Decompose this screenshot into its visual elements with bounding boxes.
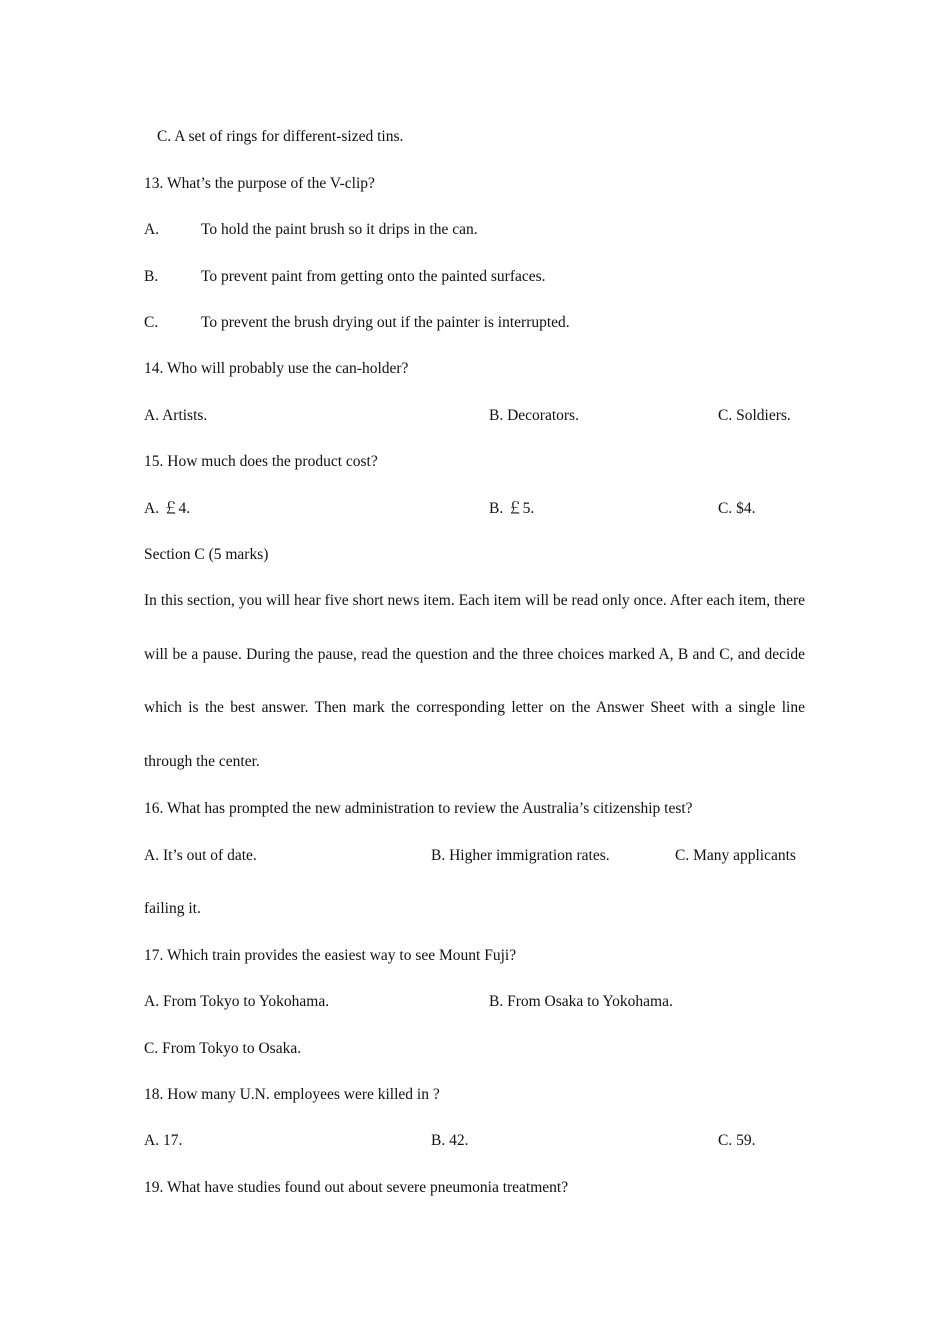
q17-option-c: C. From Tokyo to Osaka. (144, 1040, 302, 1057)
q15-question: 15. How much does the product cost? (144, 453, 378, 470)
q17-question: 17. Which train provides the easiest way to see Mount Fuji? (144, 947, 517, 964)
q16-option-c-continuation: failing it. (144, 900, 201, 917)
q14-option-a: A. Artists. (144, 407, 208, 424)
q13-question: 13. What’s the purpose of the V-clip? (144, 175, 375, 192)
q15-option-b: B. ￡5. (489, 500, 535, 517)
q15-option-a: A. ￡4. (144, 500, 191, 517)
q16-option-c: C. Many applicants (675, 847, 796, 864)
q14-question: 14. Who will probably use the can-holder? (144, 360, 409, 377)
q15-option-c: C. $4. (718, 500, 756, 517)
q18-option-c: C. 59. (718, 1132, 756, 1149)
q14-option-c: C. Soldiers. (718, 407, 791, 424)
q13-option-b-letter: B. (144, 268, 159, 285)
q16-question: 16. What has prompted the new administration to review the Australia’s citizenship test? (144, 800, 693, 817)
q16-option-a: A. It’s out of date. (144, 847, 257, 864)
section-c-instructions: In this section, you will hear five short news item. Each item will be read only once. After each item, there will be a pause. During the pause, read the question and the three choices marked A, B and C, and decide which is the best answer. Then mark the corresponding letter on the Answer Sheet with a single line through the center. (144, 592, 805, 770)
q16-option-b: B. Higher immigration rates. (431, 847, 610, 864)
q17-option-b: B. From Osaka to Yokohama. (489, 993, 673, 1010)
q18-question: 18. How many U.N. employees were killed in ? (144, 1086, 440, 1103)
q13-option-c-letter: C. (144, 314, 159, 331)
q13-option-b-text: To prevent paint from getting onto the painted surfaces. (201, 268, 546, 285)
q13-option-a-letter: A. (144, 221, 160, 238)
section-c-title: Section C (5 marks) (144, 546, 269, 563)
q13-option-c-text: To prevent the brush drying out if the painter is interrupted. (201, 314, 570, 331)
q18-option-b: B. 42. (431, 1132, 469, 1149)
q19-question: 19. What have studies found out about severe pneumonia treatment? (144, 1179, 569, 1196)
q14-option-b: B. Decorators. (489, 407, 579, 424)
q18-option-a: A. 17. (144, 1132, 183, 1149)
q17-option-a: A. From Tokyo to Yokohama. (144, 993, 330, 1010)
q13-option-a-text: To hold the paint brush so it drips in the can. (201, 221, 478, 238)
q12-option-c: C. A set of rings for different-sized tins. (157, 128, 404, 145)
